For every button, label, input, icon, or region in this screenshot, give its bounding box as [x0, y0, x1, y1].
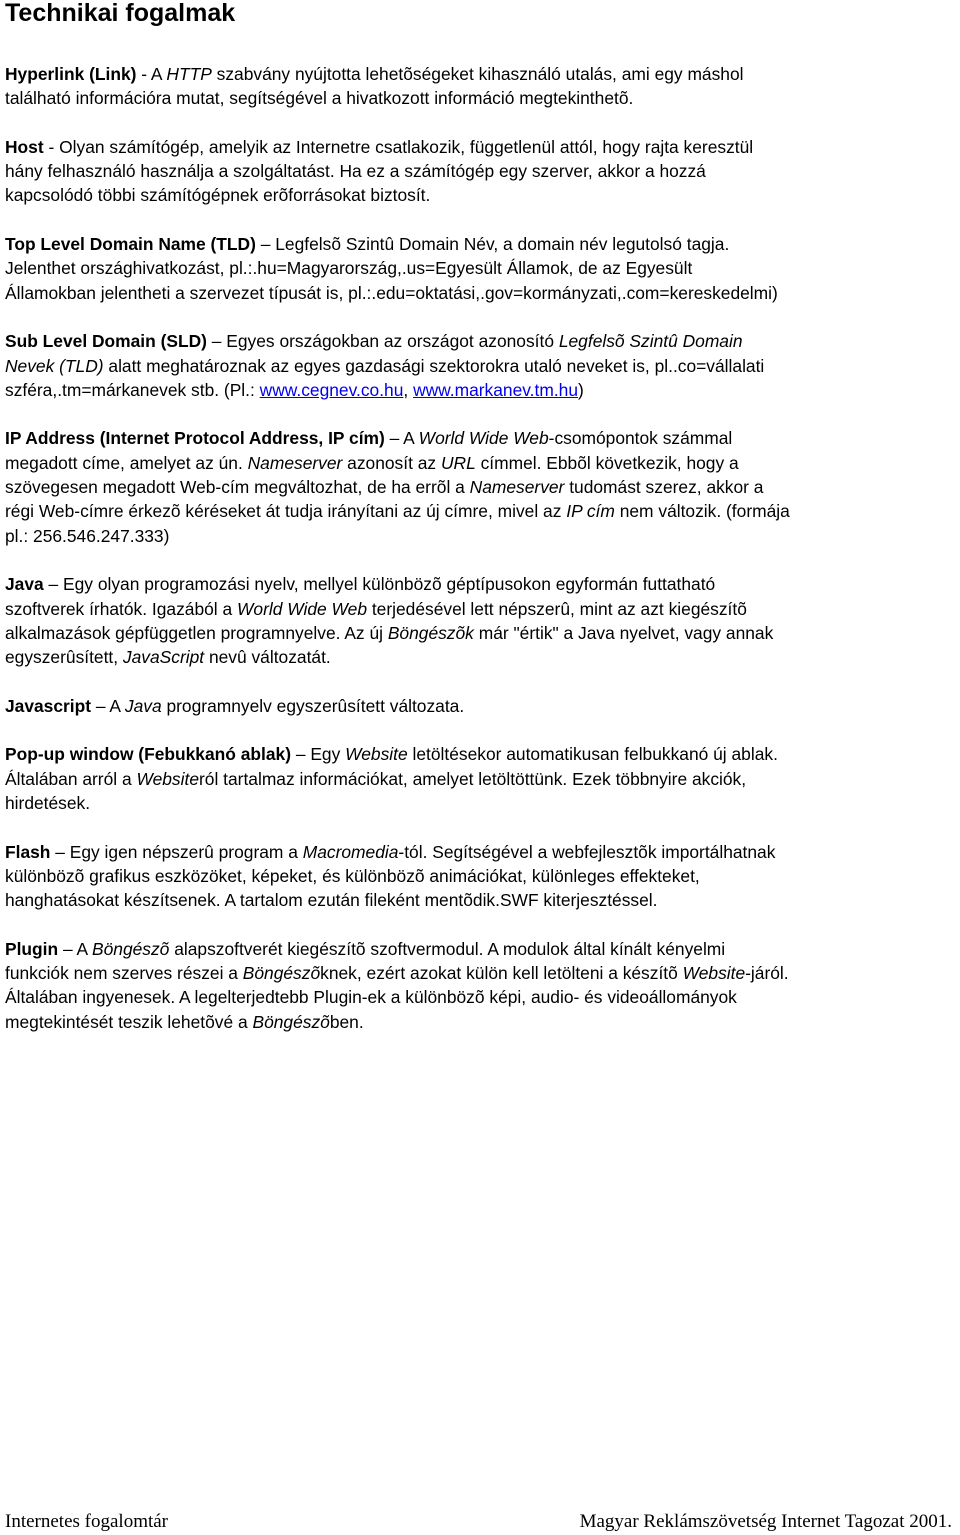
footer-left: Internetes fogalomtár [5, 1511, 169, 1532]
text: nevû változatát. [204, 647, 331, 668]
text: címmel. Ebbõl következik, hogy a [475, 452, 739, 473]
footer-right: Magyar Reklámszövetség Internet Tagozat 2001. [579, 1511, 952, 1532]
text: Államokban jelentheti a szervezet típusát is, pl.:.edu=oktatási,.gov=kormányzati,.com=kereskedelmi) [5, 282, 778, 303]
entry-hyperlink [5, 62, 960, 111]
text: -tól. Segítségével a webfejlesztõk importálhatnak [398, 841, 776, 862]
italic-text: Website [682, 962, 746, 983]
text: ben. [329, 1011, 364, 1032]
italic-text: Böngészõ [252, 1011, 330, 1032]
italic-text: Website [136, 768, 199, 789]
text: terjedésével lett népszerû, mint az azt kiegészítõ [367, 598, 747, 619]
term-tld: Top Level Domain Name (TLD) [5, 234, 256, 255]
text: – Egy [291, 744, 346, 765]
entry-plugin [5, 937, 960, 1034]
italic-text: Böngészõk [387, 622, 474, 643]
text: – A [91, 695, 125, 716]
term-sld: Sub Level Domain (SLD) [5, 331, 207, 352]
term-hyperlink: Hyperlink (Link) [5, 64, 137, 84]
text: ) [578, 379, 584, 400]
italic-text: IP cím [566, 501, 615, 522]
term-plugin: Plugin [5, 938, 59, 959]
text: szféra,.tm=márkanevek stb. (Pl.: [5, 379, 260, 400]
italic-text: HTTP [166, 64, 212, 84]
text: pl.: 256.546.247.333) [5, 525, 170, 546]
term-host: Host [5, 136, 44, 157]
text: különbözõ grafikus eszközöket, képeket, és különbözõ animációkat, különleges effekteket, [5, 865, 700, 886]
italic-text: World Wide Web [418, 428, 549, 449]
link-cegnev[interactable]: www.cegnev.co.hu [259, 379, 404, 400]
text: -csomópontok számmal [548, 428, 733, 449]
text: alatt meghatároznak az egyes gazdasági szektorokra utaló neveket is, pl..co=vállalati [103, 355, 765, 376]
term-javascript: Javascript [5, 695, 92, 716]
text: hanghatásokat készítsenek. A tartalom ezután fileként mentõdik.SWF kiterjesztéssel. [5, 890, 658, 911]
italic-text: Legfelsõ Szintû Domain [558, 331, 743, 352]
text: hány felhasználó használja a szolgáltatást. Ha ez a számítógép egy szerver, akkor a hozzá [5, 161, 706, 182]
text: alapszoftverét kiegészítõ szoftvermodul. A modulok által kínált kényelmi [169, 938, 726, 959]
text: Általában arról a [5, 768, 137, 789]
text: funkciók nem szerves részei a [5, 962, 243, 983]
italic-text: Nameserver [469, 477, 565, 498]
text: programnyelv egyszerûsített változata. [161, 695, 465, 716]
text: egyszerûsített, [5, 647, 123, 668]
text: – A [384, 428, 419, 449]
text: azonosít az [342, 452, 441, 473]
text: található információra mutat, segítségével a hivatkozott információ megtekinthetõ. [5, 88, 634, 109]
italic-text: Nameserver [247, 452, 343, 473]
term-ip-address: IP Address (Internet Protocol Address, IP cím) [5, 428, 385, 449]
text: – Egy igen népszerû program a [50, 841, 303, 862]
text: – Legfelsõ Szintû Domain Név, a domain név legutolsó tagja. [255, 234, 730, 255]
term-java: Java [5, 574, 44, 595]
entry-flash [5, 840, 960, 913]
text: - [136, 64, 151, 84]
entry-tld [5, 232, 960, 305]
text: szabvány nyújtotta lehetõségeket kihasználó utalás, ami egy máshol [211, 64, 744, 84]
text: Általában ingyenesek. A legelterjedtebb Plugin-ek a különbözõ képi, audio- és videoállományok [5, 987, 737, 1008]
text: tudomást szerez, akkor a [564, 477, 764, 498]
text: – Egyes országokban az országot azonosító [206, 331, 559, 352]
text: kapcsolódó többi számítógépnek erõforrásokat biztosít. [5, 185, 431, 206]
italic-text: Böngészõ [92, 938, 170, 959]
text: knek, ezért azokat külön kell letölteni a készítõ [320, 962, 683, 983]
text: -járól. [745, 962, 789, 983]
glossary-content [5, 62, 960, 1058]
italic-text: Java [124, 695, 162, 716]
text: Jelenthet országhivatkozást, pl.:.hu=Magyarország,.us=Egyesült Államok, de az Egyesült [5, 258, 693, 279]
text: nem változik. (formája [614, 501, 790, 522]
text: ról tartalmaz információkat, amelyet letöltöttünk. Ezek többnyire akciók, [199, 768, 747, 789]
text: – A [58, 938, 92, 959]
text: hirdetések. [5, 792, 91, 813]
italic-text: Böngészõ [242, 962, 321, 983]
text: , [403, 379, 414, 400]
text: letöltésekor automatikusan felbukkanó új ablak. [407, 744, 778, 765]
text: szoftverek írhatók. Igazából a [5, 598, 237, 619]
text: szövegesen megadott Web-cím megváltozhat, de ha errõl a [5, 477, 470, 498]
entry-javascript [5, 694, 960, 718]
italic-text: Website [345, 744, 408, 765]
text: A [150, 64, 167, 84]
term-popup-window: Pop-up window (Febukkanó ablak) [5, 744, 291, 765]
italic-text: World Wide Web [237, 598, 367, 619]
entry-sld [5, 329, 960, 402]
text: megtekintését teszik lehetõvé a [5, 1011, 253, 1032]
italic-text: URL [440, 452, 476, 473]
link-markanev[interactable]: www.markanev.tm.hu [413, 379, 579, 400]
text: régi Web-címre érkezõ kéréseket át tudja irányítani az új címre, mivel az [5, 501, 567, 522]
text: alkalmazások gépfüggetlen programnyelve. Az új [5, 622, 388, 643]
entry-ip-address [5, 426, 960, 547]
entry-java [5, 572, 960, 669]
entry-popup-window [5, 742, 960, 815]
entry-host [5, 135, 960, 208]
term-flash: Flash [5, 841, 51, 862]
italic-text: Nevek (TLD) [5, 355, 104, 376]
italic-text: Macromedia [302, 841, 399, 862]
page-title: Technikai fogalmak [5, 0, 236, 27]
text: már "értik" a Java nyelvet, vagy annak [473, 622, 774, 643]
text: - Olyan számítógép, amelyik az Internetre csatlakozik, függetlenül attól, hogy rajta keresztül [43, 136, 754, 157]
text: megadott címe, amelyet az ún. [5, 452, 248, 473]
text: – Egy olyan programozási nyelv, mellyel különbözõ géptípusokon egyformán futtatható [43, 574, 716, 595]
italic-text: JavaScript [122, 647, 205, 668]
